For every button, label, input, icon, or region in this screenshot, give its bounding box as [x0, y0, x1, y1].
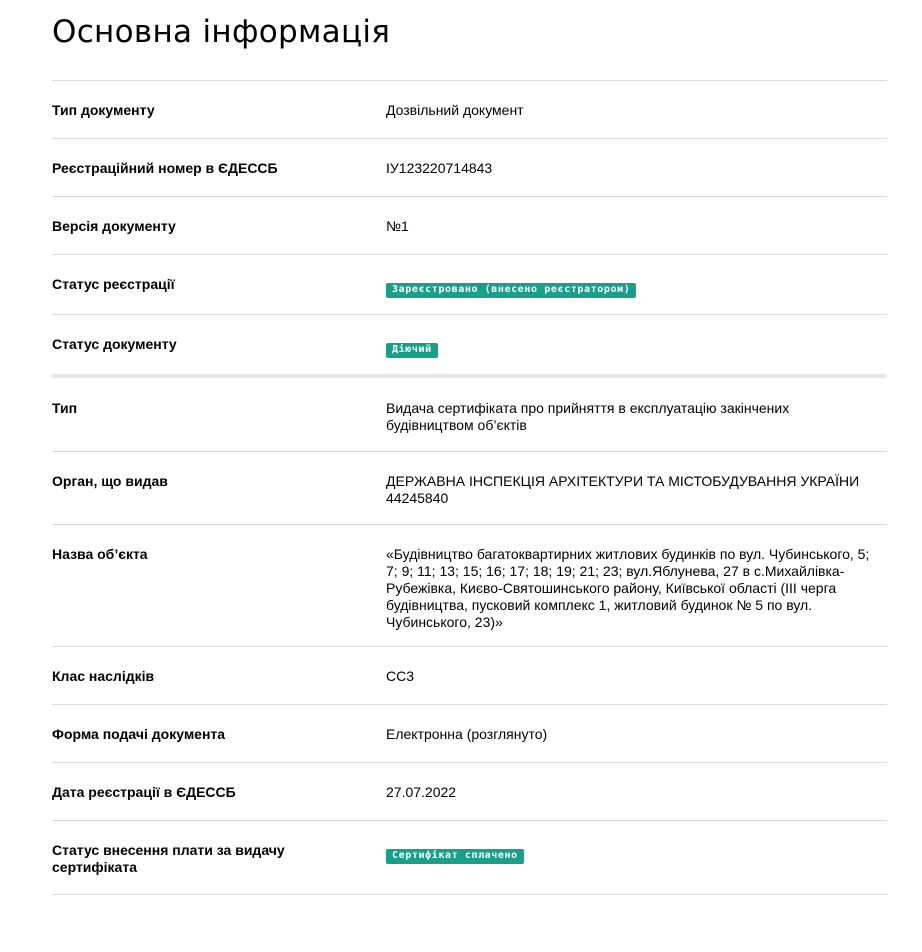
info-row-payment-status: [52, 820, 887, 894]
row-label: Тип: [52, 400, 78, 416]
info-row-consequence-class: [52, 646, 887, 704]
status-badge: Діючий: [386, 343, 438, 358]
info-row-type: [52, 374, 887, 451]
status-badge: Зареєстровано (внесено реєстратором): [386, 283, 636, 298]
info-row-registration-number: [52, 138, 887, 196]
info-row-submission-form: [52, 704, 887, 762]
divider: [52, 894, 887, 895]
row-value: [386, 473, 886, 507]
row-label: Версія документу: [52, 218, 176, 234]
row-value: СС3: [386, 668, 415, 684]
info-row-registration-status: [52, 254, 887, 314]
info-row-issuing-authority: [52, 451, 887, 524]
row-value: «Будівництво багатоквартирних житлових будинків по вул. Чубинського, 5; 7; 9; 11; 13; 15; 16; 17; 18; 19; 21; 23; вул.Яблунева, 27 в с.Михайлівка-Рубежівка, Києво-Святошинського району, Київської області (ІІІ черга будівництва, пусковий комплекс 1, житловий будинок № 5 по вул. Чубинського, 23)»: [386, 546, 870, 630]
row-value: Електронна (розглянуто): [386, 726, 548, 742]
row-label: Форма подачі документа: [52, 726, 226, 742]
row-value: ІУ123220714843: [386, 160, 493, 176]
row-label: Орган, що видав: [52, 473, 168, 489]
row-value: 27.07.2022: [386, 784, 457, 800]
info-row-object-name: [52, 524, 887, 646]
row-label: Статус внесення плати за видачу сертифіката: [52, 842, 285, 875]
row-value: [386, 279, 886, 298]
info-row-document-status: [52, 314, 887, 374]
row-value: Дозвільний документ: [386, 102, 524, 118]
row-value: [386, 339, 886, 358]
authority-code: 44245840: [386, 490, 449, 506]
row-label: Статус документу: [52, 336, 177, 352]
info-row-document-version: [52, 196, 887, 254]
row-label: Реєстраційний номер в ЄДЕССБ: [52, 160, 278, 176]
info-row-document-type: [52, 80, 887, 138]
row-label: Клас наслідків: [52, 668, 155, 684]
status-badge: Сертифікат сплачено: [386, 849, 524, 864]
page-title: Основна інформація: [52, 14, 391, 50]
info-row-registration-date: [52, 762, 887, 820]
row-value: Видача сертифіката про прийняття в експлуатацію закінчених будівництвом об’єктів: [386, 400, 790, 433]
row-value: [386, 845, 886, 864]
row-label: Тип документу: [52, 102, 155, 118]
row-value: №1: [386, 218, 409, 234]
row-label: Назва об’єкта: [52, 546, 148, 562]
row-label: Дата реєстрації в ЄДЕССБ: [52, 784, 236, 800]
authority-name: ДЕРЖАВНА ІНСПЕКЦІЯ АРХІТЕКТУРИ ТА МІСТОБУДУВАННЯ УКРАЇНИ: [386, 473, 860, 489]
row-label: Статус реєстрації: [52, 276, 175, 292]
